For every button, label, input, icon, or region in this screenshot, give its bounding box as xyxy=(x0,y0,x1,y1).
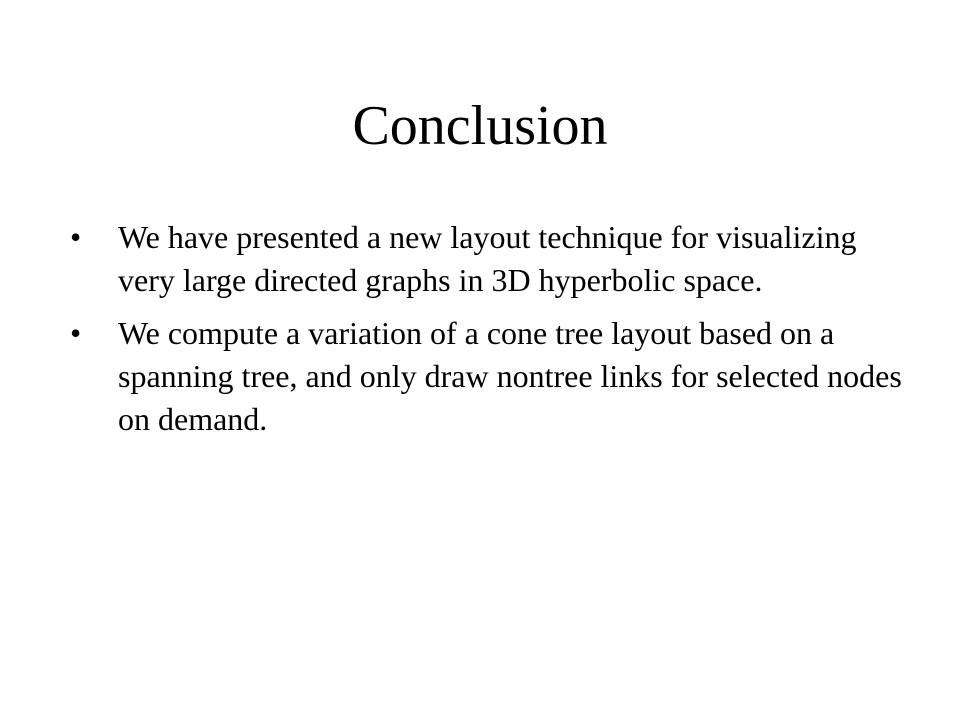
bullet-item-2 xyxy=(70,312,908,441)
bullet-text-2: We compute a variation of a cone tree layout based on a spanning tree, and only draw nontree links for selected nodes on demand. xyxy=(118,315,902,437)
bullet-icon: • xyxy=(70,315,82,351)
slide-title: Conclusion xyxy=(352,95,608,157)
bullet-item-1 xyxy=(70,216,908,302)
bullet-text-1: We have presented a new layout technique for visualizing very large directed graphs in 3D hyperbolic space. xyxy=(118,219,857,298)
bullet-list xyxy=(70,216,908,451)
bullet-icon: • xyxy=(70,219,82,255)
